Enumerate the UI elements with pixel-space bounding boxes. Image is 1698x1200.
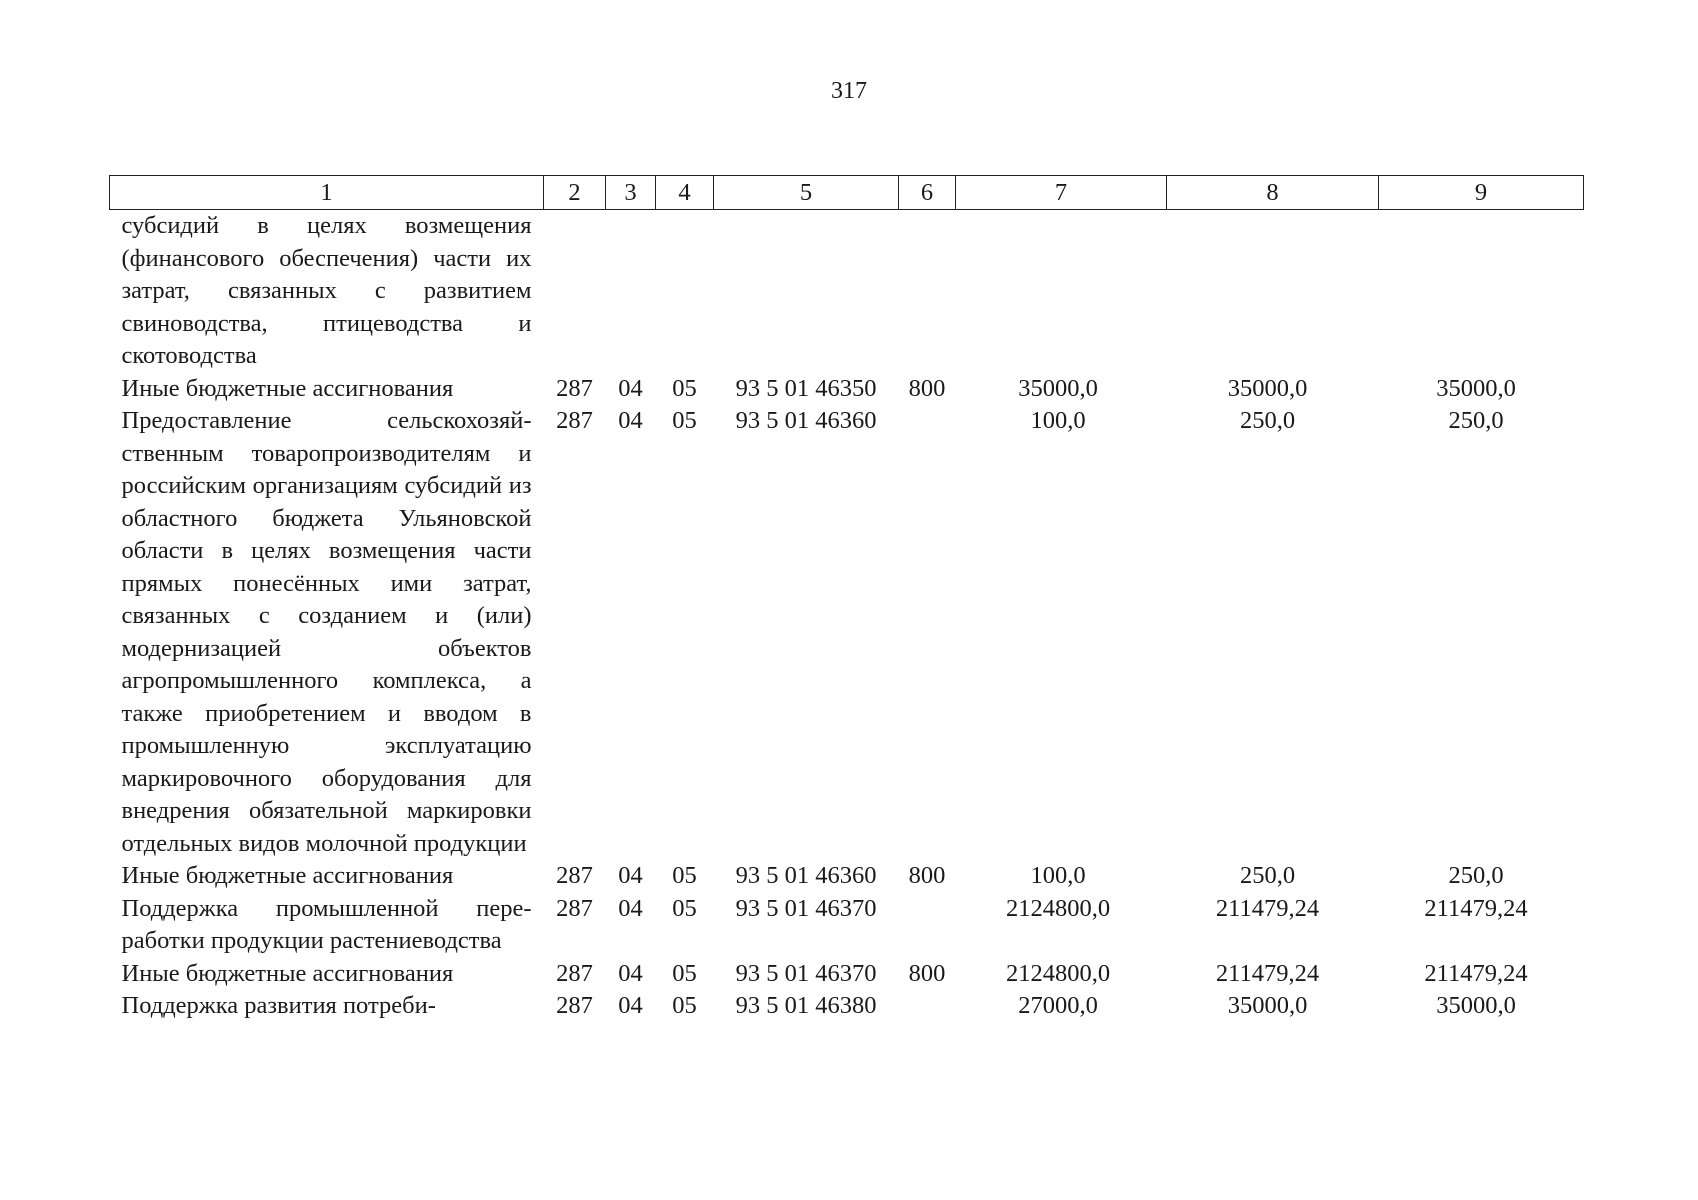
column-header-2: 2 (544, 176, 606, 210)
row-description: Иные бюджетные ассигнования (121, 374, 454, 402)
row-amount-col7: 100,0 (1030, 862, 1086, 889)
row-section-code: 04 (618, 374, 643, 402)
row-target-article: 93 5 01 46360 (735, 862, 877, 889)
table-row (110, 893, 1584, 958)
row-amount-col8 (1167, 210, 1379, 373)
column-header-8: 8 (1167, 176, 1379, 210)
row-description: Иные бюджетные ассигнования (121, 862, 454, 889)
row-description: Поддержка развития потреби- (121, 992, 436, 1019)
row-expense-type (899, 990, 956, 1023)
row-section-code: 04 (618, 959, 643, 987)
row-amount-col8: 35000,0 (1227, 374, 1308, 402)
row-ministry-code: 287 (556, 374, 593, 402)
column-header-6: 6 (899, 176, 956, 210)
row-amount-col8: 250,0 (1239, 862, 1296, 889)
row-amount-col7 (956, 210, 1167, 373)
row-ministry-code: 287 (556, 862, 593, 889)
row-target-article: 93 5 01 46370 (735, 894, 877, 922)
row-target-article: 93 5 01 46370 (735, 959, 877, 987)
row-expense-type (899, 405, 956, 860)
row-ministry-code: 287 (556, 407, 593, 434)
row-subsection-code: 05 (672, 992, 697, 1019)
row-amount-col7: 2124800,0 (1005, 894, 1111, 922)
column-header-3: 3 (606, 176, 656, 210)
table-row (110, 860, 1584, 893)
row-target-article: 93 5 01 46380 (735, 992, 877, 1019)
row-ministry-code (544, 210, 606, 373)
row-subsection-code: 05 (672, 959, 697, 987)
row-expense-type: 800 (908, 862, 946, 889)
row-amount-col7: 35000,0 (1018, 374, 1098, 402)
row-subsection-code (656, 210, 714, 373)
column-header-9: 9 (1379, 176, 1584, 210)
row-amount-col9: 250,0 (1448, 407, 1504, 434)
row-amount-col9: 35000,0 (1436, 992, 1516, 1019)
row-description: субсидий в целях возмещения (финансового обеспечения) части их затрат, связанных с развитием свиноводства, птицеводства и скотоводства (121, 212, 532, 369)
row-target-article: 93 5 01 46350 (735, 374, 877, 402)
row-amount-col9: 211479,24 (1424, 894, 1528, 922)
row-section-code (606, 210, 656, 373)
row-amount-col8: 250,0 (1239, 407, 1296, 434)
table-row (110, 373, 1584, 406)
row-amount-col9: 35000,0 (1436, 374, 1516, 402)
row-amount-col9 (1379, 210, 1584, 373)
row-section-code: 04 (618, 894, 643, 922)
column-header-4: 4 (656, 176, 714, 210)
table-row (110, 210, 1584, 373)
row-subsection-code: 05 (672, 862, 697, 889)
row-description: Предоставление сельскохозяйственным товаропроизводителям и российским организациям субсидий из областного бюджета Ульяновской области в целях возмещения части прямых понесённых ими затрат, связанных с созданием и (или) модернизацией объектов агропромышленного комплекса, а также приобретением и вводом в промышленную эксплуатацию маркировочного оборудования для внедрения обязательной маркировки отдельных видов молочной продукции (121, 407, 532, 857)
row-target-article: 93 5 01 46360 (735, 407, 877, 434)
row-amount-col7: 27000,0 (1018, 992, 1098, 1019)
row-expense-type (899, 893, 956, 958)
row-amount-col9: 250,0 (1448, 862, 1504, 889)
column-number-header-row (110, 176, 1584, 210)
row-description: Иные бюджетные ассигнования (121, 959, 454, 987)
row-description: Поддержка промышленной переработки продукции растениеводства (121, 894, 532, 954)
row-section-code: 04 (618, 992, 643, 1019)
column-header-5: 5 (714, 176, 899, 210)
row-amount-col9: 211479,24 (1424, 959, 1528, 987)
row-subsection-code: 05 (672, 407, 697, 434)
page-number: 317 (831, 78, 867, 104)
budget-table (109, 175, 1584, 1023)
row-amount-col7: 2124800,0 (1005, 959, 1111, 987)
row-expense-type: 800 (908, 959, 946, 987)
column-header-7: 7 (956, 176, 1167, 210)
table-row (110, 405, 1584, 860)
row-amount-col8: 211479,24 (1215, 959, 1320, 987)
row-section-code: 04 (618, 862, 643, 889)
row-ministry-code: 287 (556, 959, 593, 987)
table-row (110, 990, 1584, 1023)
row-expense-type (899, 210, 956, 373)
row-target-article (714, 210, 899, 373)
row-amount-col8: 211479,24 (1215, 894, 1320, 922)
row-expense-type: 800 (908, 374, 946, 402)
table-row (110, 958, 1584, 991)
row-subsection-code: 05 (672, 374, 697, 402)
row-ministry-code: 287 (556, 894, 593, 922)
row-amount-col7: 100,0 (1030, 407, 1086, 434)
column-header-1: 1 (110, 176, 544, 210)
row-section-code: 04 (618, 407, 643, 434)
row-amount-col8: 35000,0 (1227, 992, 1308, 1019)
row-subsection-code: 05 (672, 894, 697, 922)
row-ministry-code: 287 (556, 992, 593, 1019)
